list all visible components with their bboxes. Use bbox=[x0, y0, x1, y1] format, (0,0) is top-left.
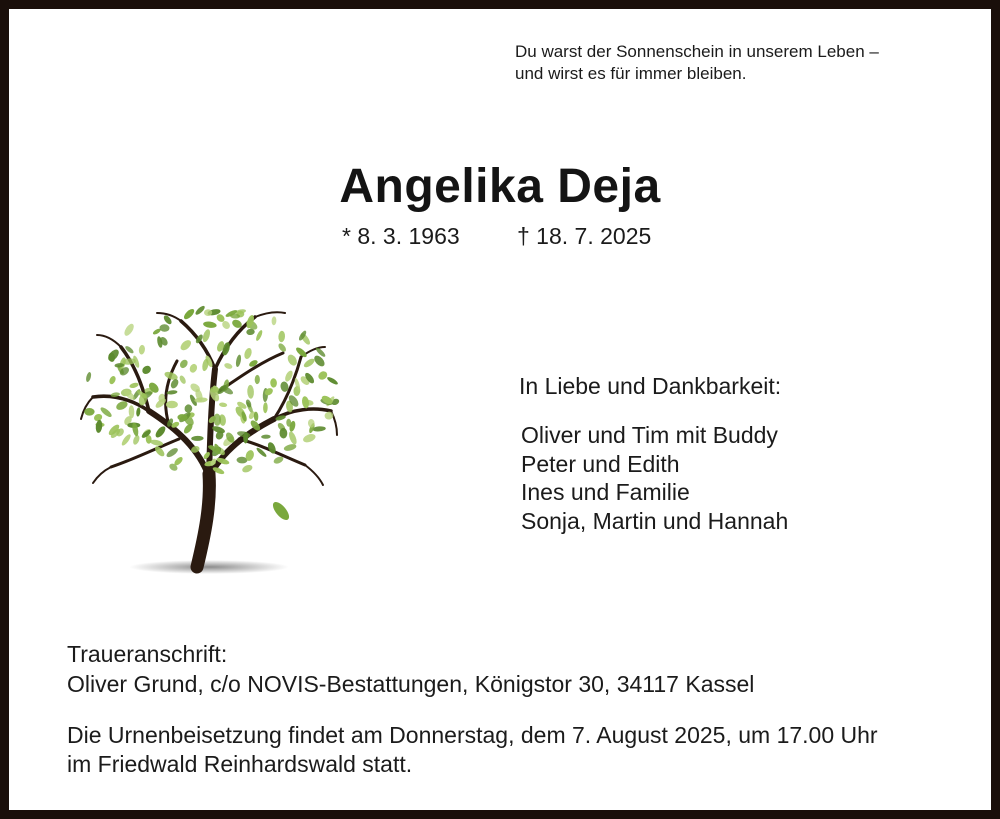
service-line-1: Die Urnenbeisetzung findet am Donnerstag, dem 7. August 2025, um 17.00 Uhr bbox=[67, 722, 878, 748]
deceased-name: Angelika Deja bbox=[339, 160, 661, 213]
tree-icon bbox=[69, 299, 349, 584]
mourner-item: Sonja, Martin und Hannah bbox=[521, 507, 789, 534]
thanks-heading: In Liebe und Dankbarkeit: bbox=[519, 373, 782, 399]
service-info bbox=[67, 721, 878, 779]
death-date: † 18. 7. 2025 bbox=[517, 223, 652, 249]
mourner-item: Ines und Familie bbox=[521, 479, 690, 505]
motto bbox=[515, 41, 879, 85]
mourner-item: Peter und Edith bbox=[521, 450, 680, 477]
mourner-item: Oliver und Tim mit Buddy bbox=[521, 422, 778, 448]
service-line-2: im Friedwald Reinhardswald statt. bbox=[67, 751, 413, 777]
address-text: Oliver Grund, c/o NOVIS-Bestattungen, Königstor 30, 34117 Kassel bbox=[67, 671, 755, 697]
motto-line-1: Du warst der Sonnenschein in unserem Leben – bbox=[515, 42, 879, 61]
mourners-list bbox=[521, 421, 788, 535]
address-label: Traueranschrift: bbox=[67, 641, 228, 667]
birth-date: * 8. 3. 1963 bbox=[342, 223, 460, 249]
motto-line-2: und wirst es für immer bleiben. bbox=[515, 64, 747, 83]
